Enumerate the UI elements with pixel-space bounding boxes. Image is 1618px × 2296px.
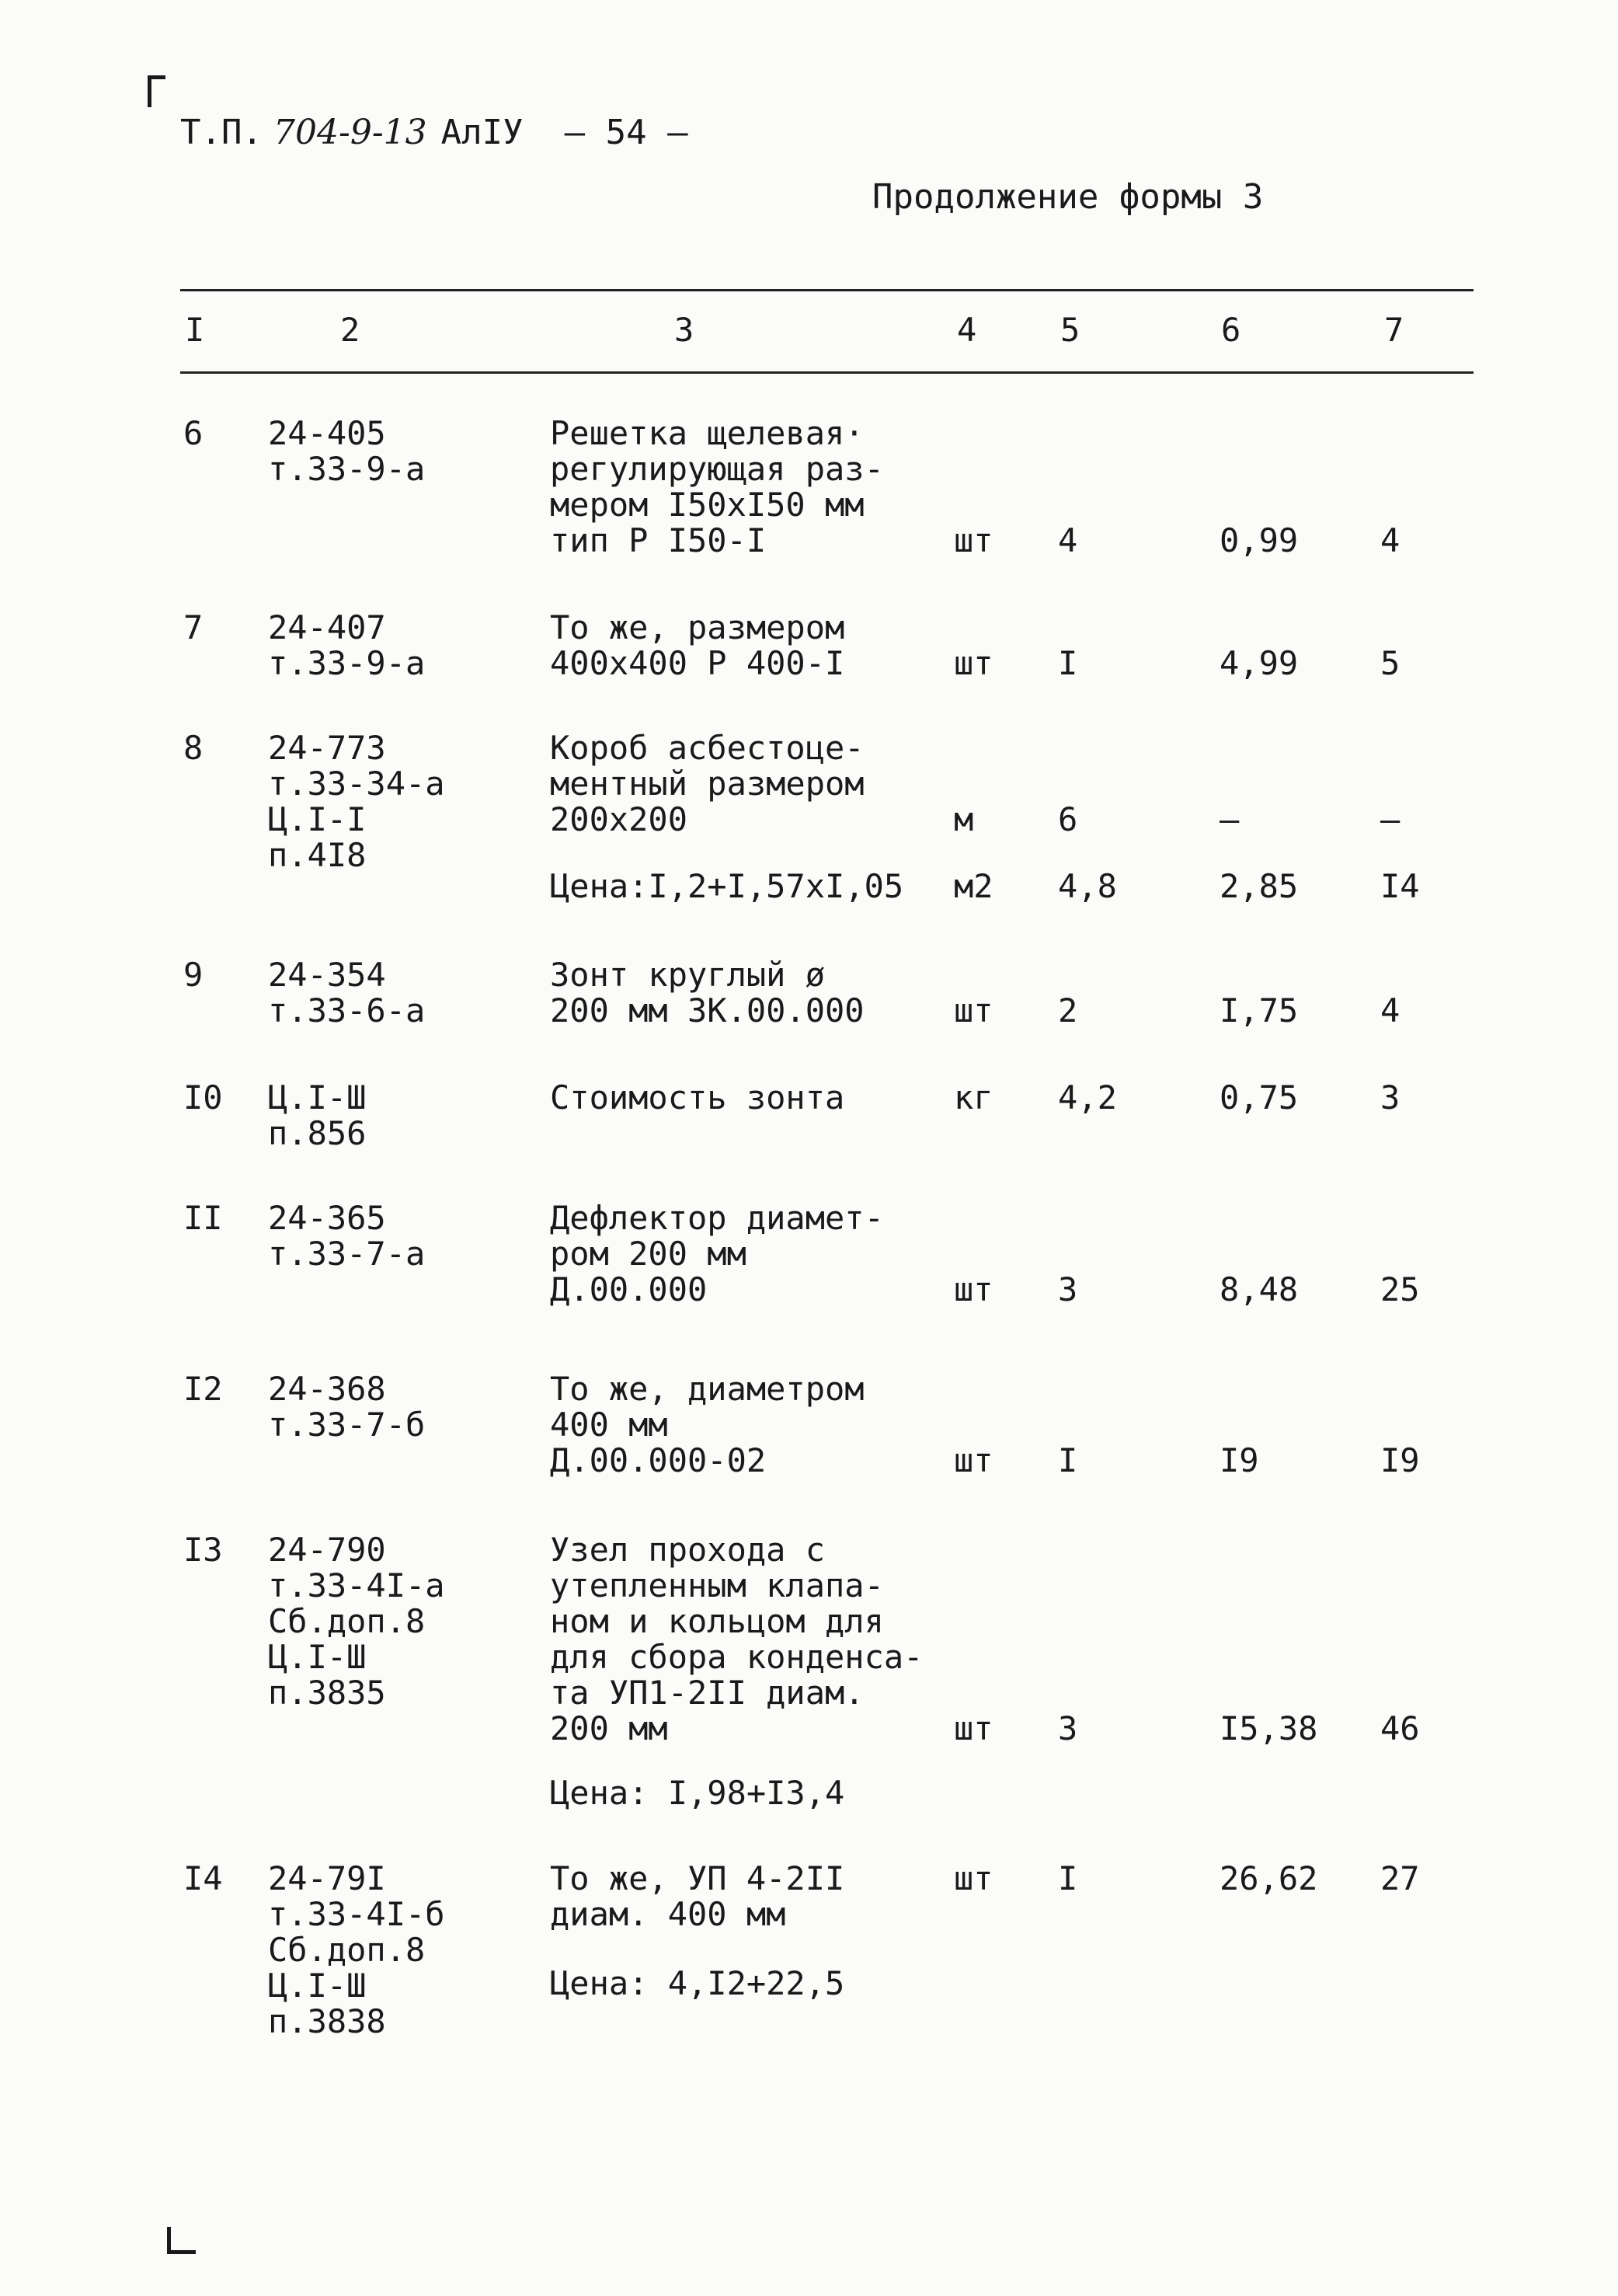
column-header-4: 4 bbox=[957, 311, 977, 349]
row-code: 24-405 т.33-9-а bbox=[268, 414, 426, 488]
row-description: Решетка щелевая· регулирующая раз- мером I50xI50 мм тип Р I50-I bbox=[550, 414, 884, 559]
row-unit-price: I,75 bbox=[1220, 991, 1299, 1030]
row-unit: кг bbox=[954, 1078, 993, 1117]
row-number: I4 bbox=[183, 1859, 223, 1897]
row-quantity: I bbox=[1058, 1859, 1078, 1897]
row-quantity: 3 bbox=[1058, 1709, 1078, 1747]
row-quantity: I bbox=[1058, 1441, 1078, 1479]
row-extra-unit: м2 bbox=[954, 867, 993, 905]
row-unit: шт bbox=[954, 521, 993, 559]
column-header-6: 6 bbox=[1221, 311, 1241, 349]
form-continuation-title: Продолжение формы 3 bbox=[872, 177, 1264, 217]
row-number: I3 bbox=[183, 1531, 223, 1569]
row-unit-price: I9 bbox=[1220, 1441, 1259, 1479]
row-unit: шт bbox=[954, 1270, 993, 1308]
row-number: 6 bbox=[183, 414, 204, 452]
row-total: 46 bbox=[1380, 1709, 1420, 1747]
row-unit: шт bbox=[954, 644, 993, 682]
row-description: То же, диаметром 400 мм Д.00.000-02 bbox=[550, 1370, 865, 1479]
header-project-number: 704-9-13 bbox=[273, 113, 427, 152]
row-unit-price: 4,99 bbox=[1220, 644, 1299, 682]
row-extra-total: I4 bbox=[1380, 867, 1420, 905]
row-quantity: 3 bbox=[1058, 1270, 1078, 1308]
row-description: То же, УП 4-2II диам. 400 мм bbox=[550, 1859, 845, 1933]
row-unit-price: 8,48 bbox=[1220, 1270, 1299, 1308]
row-unit: шт bbox=[954, 1709, 993, 1747]
row-unit-price: I5,38 bbox=[1220, 1709, 1318, 1747]
row-unit-price: – bbox=[1220, 800, 1240, 838]
row-description: Узел прохода с утепленным клапа- ном и кольцом для для сбора конденса- та УП1-2II диам. 200 мм bbox=[550, 1531, 924, 1747]
row-number: I0 bbox=[183, 1078, 223, 1117]
row-number: 8 bbox=[183, 729, 204, 767]
header-page-number: — 54 — bbox=[564, 113, 688, 152]
row-code: 24-773 т.33-34-а Ц.I-I п.4I8 bbox=[268, 729, 445, 874]
row-description: Короб асбестоце- ментный размером 200x200 bbox=[550, 729, 865, 838]
row-quantity: 4 bbox=[1058, 521, 1078, 559]
row-total: I9 bbox=[1380, 1441, 1420, 1479]
row-extra-qty: 4,8 bbox=[1058, 867, 1117, 905]
column-header-3: 3 bbox=[674, 311, 694, 349]
row-number: I2 bbox=[183, 1370, 223, 1408]
row-code: 24-354 т.33-6-а bbox=[268, 956, 426, 1030]
column-header-1: I bbox=[185, 311, 205, 349]
row-extra-name: Цена: I,98+I3,4 bbox=[550, 1774, 845, 1812]
row-total: 4 bbox=[1380, 991, 1401, 1030]
corner-mark-top-left bbox=[148, 75, 165, 107]
row-code: Ц.I-Ш п.856 bbox=[268, 1078, 367, 1152]
row-unit-price: 0,99 bbox=[1220, 521, 1299, 559]
row-total: 3 bbox=[1380, 1078, 1401, 1117]
row-unit: шт bbox=[954, 1441, 993, 1479]
row-number: II bbox=[183, 1199, 223, 1237]
row-unit-price: 26,62 bbox=[1220, 1859, 1318, 1897]
row-unit: шт bbox=[954, 1859, 993, 1897]
column-header-5: 5 bbox=[1060, 311, 1080, 349]
table-header-rule bbox=[180, 371, 1474, 374]
row-total: – bbox=[1380, 800, 1401, 838]
row-extra-price: 2,85 bbox=[1220, 867, 1299, 905]
row-extra-name: Цена: 4,I2+22,5 bbox=[550, 1964, 845, 2002]
row-quantity: I bbox=[1058, 644, 1078, 682]
row-code: 24-368 т.33-7-б bbox=[268, 1370, 426, 1444]
row-code: 24-790 т.33-4I-а Сб.доп.8 Ц.I-Ш п.3835 bbox=[268, 1531, 445, 1712]
table-top-rule bbox=[180, 289, 1474, 291]
row-code: 24-79I т.33-4I-б Сб.доп.8 Ц.I-Ш п.3838 bbox=[268, 1859, 445, 2040]
row-number: 9 bbox=[183, 956, 204, 994]
row-extra-name: Цена:I,2+I,57xI,05 bbox=[550, 867, 904, 905]
column-header-7: 7 bbox=[1384, 311, 1404, 349]
row-total: 4 bbox=[1380, 521, 1401, 559]
row-code: 24-365 т.33-7-а bbox=[268, 1199, 426, 1273]
row-total: 5 bbox=[1380, 644, 1401, 682]
row-total: 27 bbox=[1380, 1859, 1420, 1897]
row-quantity: 6 bbox=[1058, 800, 1078, 838]
row-unit-price: 0,75 bbox=[1220, 1078, 1299, 1117]
corner-mark-bottom-left bbox=[167, 2227, 196, 2254]
row-unit: шт bbox=[954, 991, 993, 1030]
row-description: То же, размером 400x400 Р 400-I bbox=[550, 608, 845, 682]
row-total: 25 bbox=[1380, 1270, 1420, 1308]
row-quantity: 4,2 bbox=[1058, 1078, 1117, 1117]
row-description: Стоимость зонта bbox=[550, 1078, 845, 1117]
row-description: Дефлектор диамет- ром 200 мм Д.00.000 bbox=[550, 1199, 884, 1308]
row-description: Зонт круглый ø 200 мм ЗК.00.000 bbox=[550, 956, 865, 1030]
page-header bbox=[180, 113, 688, 152]
row-code: 24-407 т.33-9-а bbox=[268, 608, 426, 682]
row-number: 7 bbox=[183, 608, 204, 646]
row-unit: м bbox=[954, 800, 974, 838]
row-quantity: 2 bbox=[1058, 991, 1078, 1030]
header-prefix: Т.П. bbox=[180, 113, 263, 152]
header-album: АлIУ bbox=[440, 113, 524, 152]
column-header-2: 2 bbox=[340, 311, 360, 349]
